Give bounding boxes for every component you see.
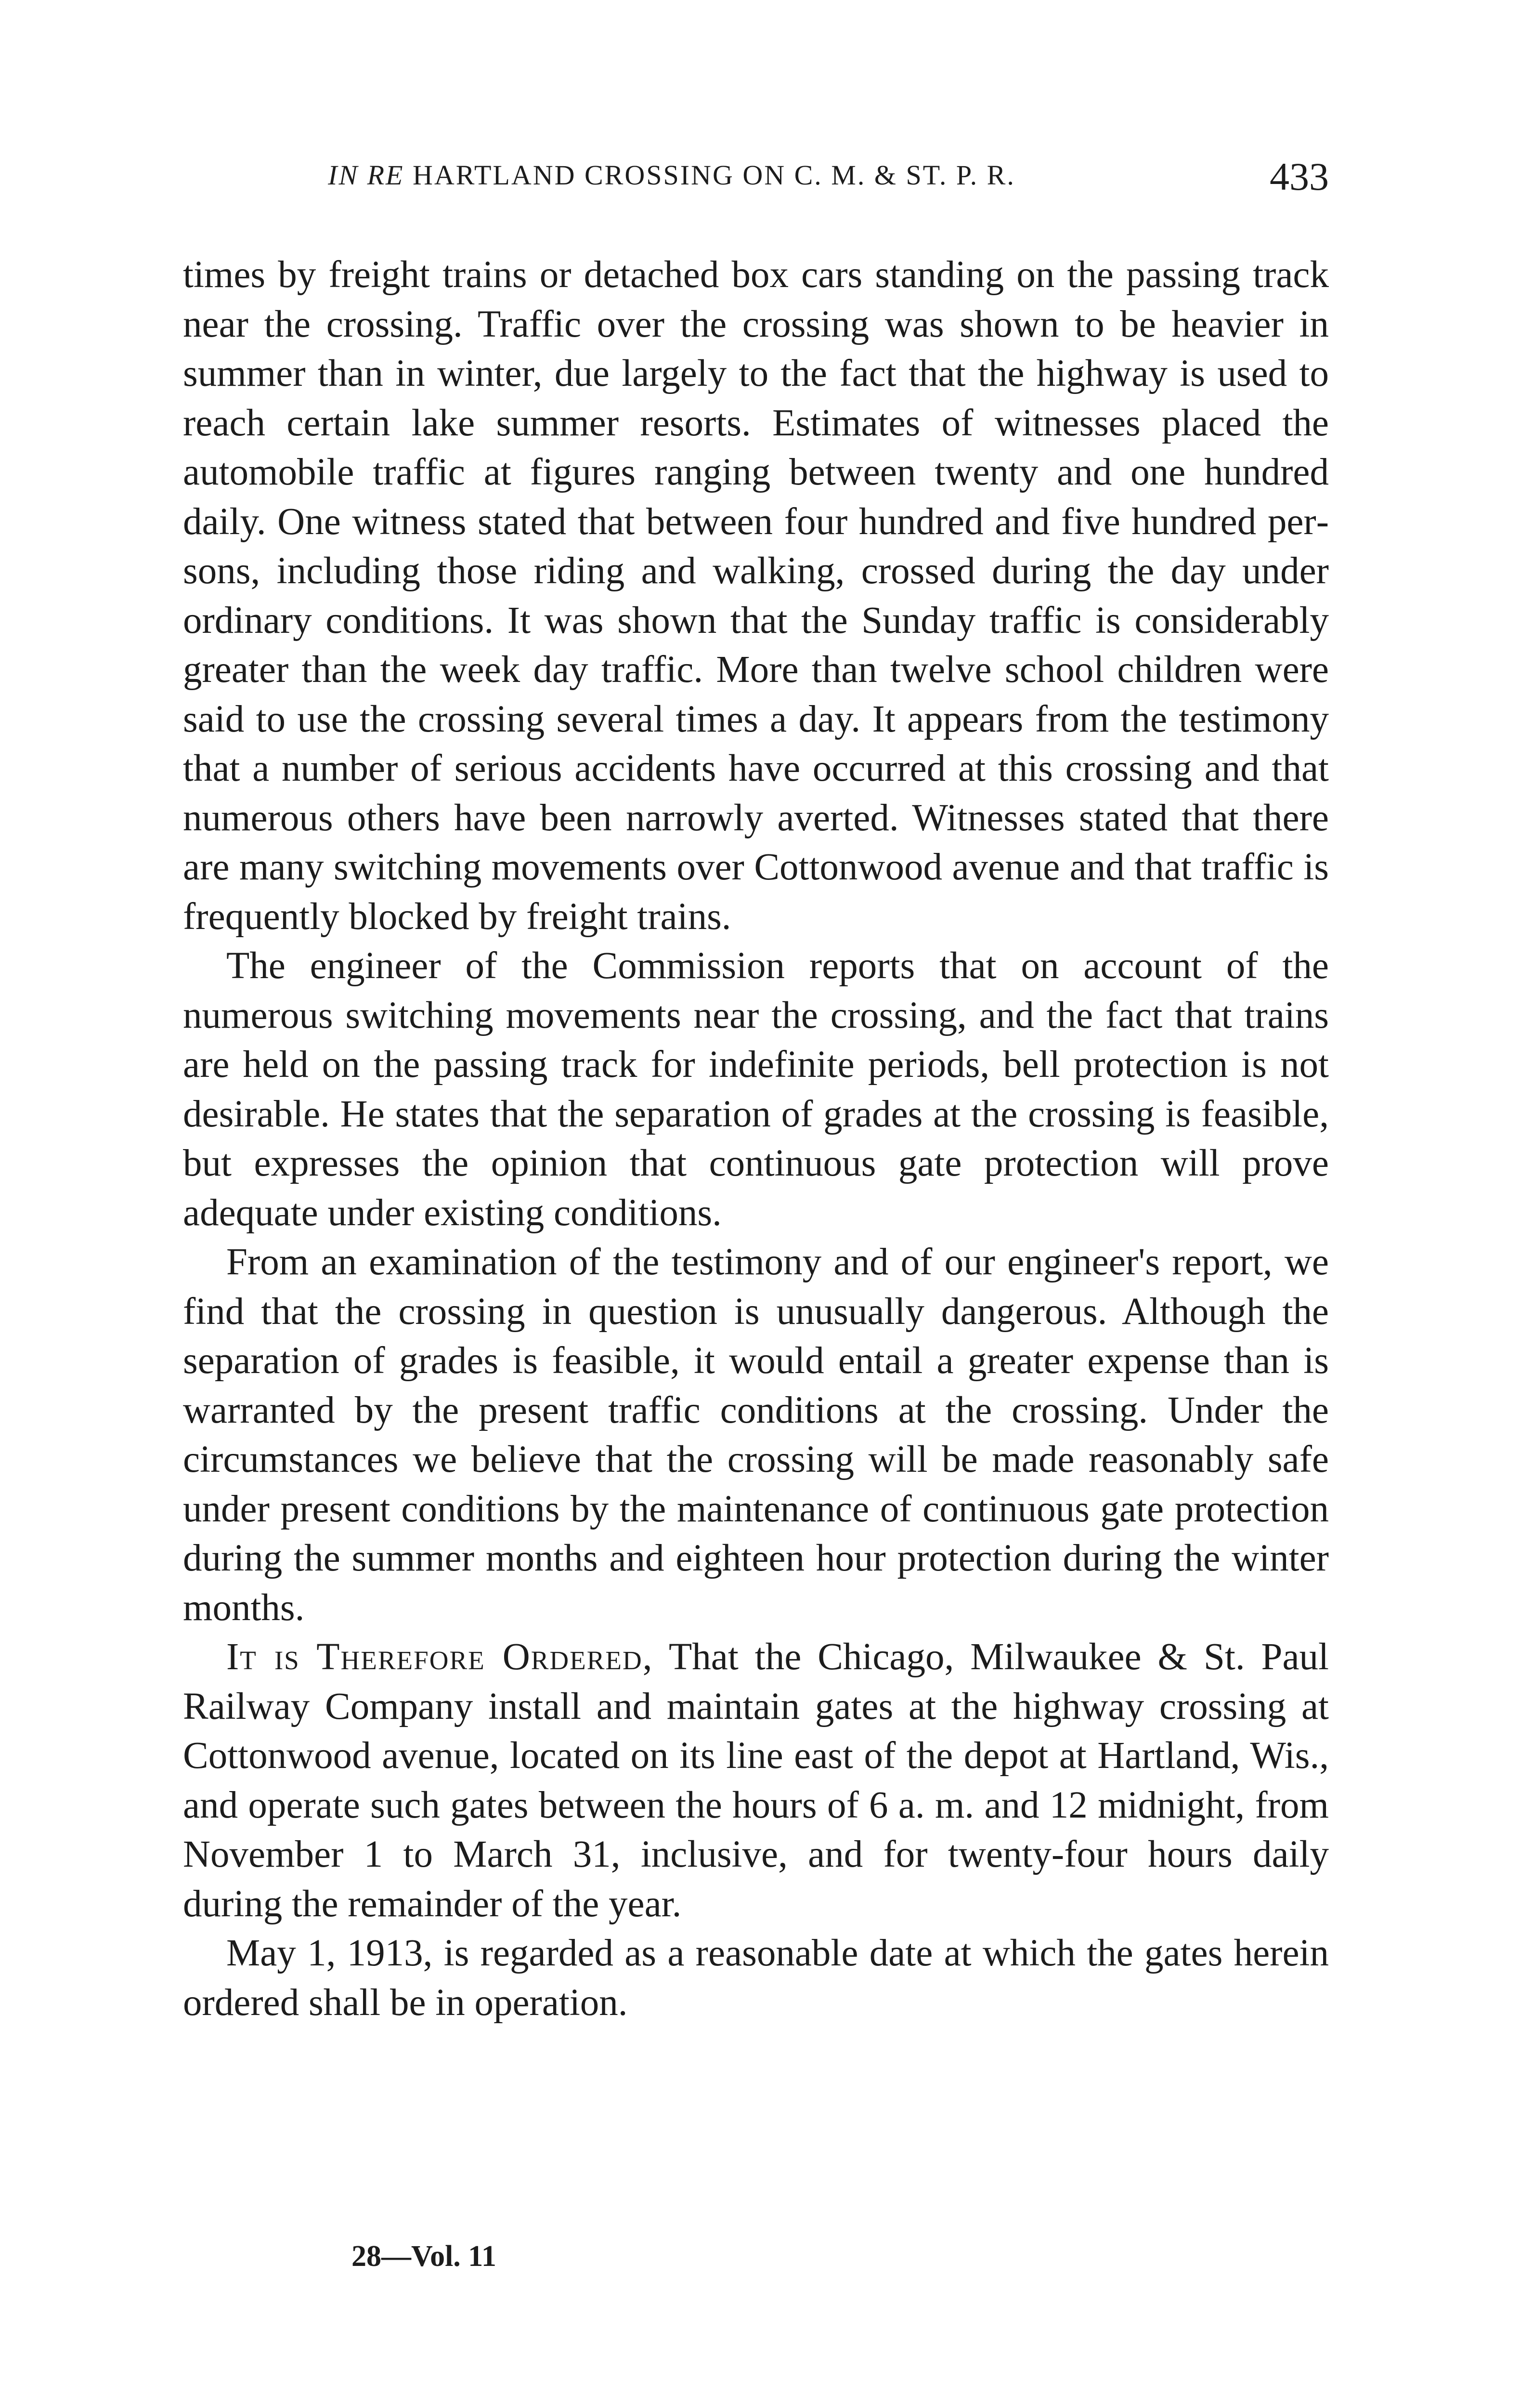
- paragraph-engineer-report: The engineer of the Commission reports that on account of the numerous switching movements near the crossing, and the fact that trains are held on the passing track for indefinite periods, bell protection is not desirable. He states that the separation of grades at the crossing is feasible, but expresses the opinion that continuous gate protection will prove adequate under existing conditions.: [183, 945, 1329, 1234]
- paragraph-effective-date: May 1, 1913, is regarded as a reasonable date at which the gates herein ordered shall be in operation.: [183, 1932, 1329, 2024]
- paragraph-findings: From an examination of the testimony and of our engineer's report, we find that the crossing in question is unusually dangerous. Although the separation of grades is feasible, it would entail a greater expense than is warranted by the present traffic conditions at the crossing. Under the circumstances we believe that the crossing will be made reasonably safe under present conditions by the maintenance of continuous gate protection during the summer months and eighteen hour protection during the winter months.: [183, 1241, 1329, 1629]
- paragraph-order: [183, 1633, 1329, 1929]
- running-title-rest: HARTLAND CROSSING ON C. M. & ST. P. R.: [412, 159, 1015, 191]
- signature-mark: 28—Vol. 11: [351, 2240, 496, 2273]
- order-lead-small-caps: It is Therefore Ordered,: [226, 1636, 653, 1678]
- order-text: That the Chicago, Milwaukee & St. Paul Railway Company install and maintain gates at the highway crossing at Cottonwood avenue, located on its line east of the depot at Hartland, Wis., and operate such gates between the hours of 6 a. m. and 12 midnight, from November 1 to March 31, inclusive, and for twenty-four hours daily during the remainder of the year.: [183, 1636, 1329, 1925]
- running-title-italic: IN RE: [328, 159, 404, 191]
- paragraph-traffic-testimony: times by freight trains or detached box cars standing on the passing track near the crossing. Traffic over the crossing was shown to be heavier in summer than in winter, due largely to the fact that the highway is used to reach certain lake summer resorts. Estimates of witnesses placed the automobile traffic at figures ranging between twenty and one hundred daily. One witness stated that between four hundred and five hundred persons, including those riding and walking, crossed during the day under ordinary conditions. It was shown that the Sunday traffic is considerably greater than the week day traffic. More than twelve school children were said to use the crossing several times a day. It appears from the testimony that a number of serious accidents have occurred at this crossing and that numerous others have been narrowly averted. Witnesses stated that there are many switching movements over Cottonwood avenue and that traffic is frequently blocked by freight trains.: [183, 254, 1329, 938]
- body-text: [183, 250, 1329, 2028]
- running-title: [183, 159, 1160, 191]
- page-number: 433: [1270, 155, 1329, 198]
- running-head: [183, 154, 1329, 207]
